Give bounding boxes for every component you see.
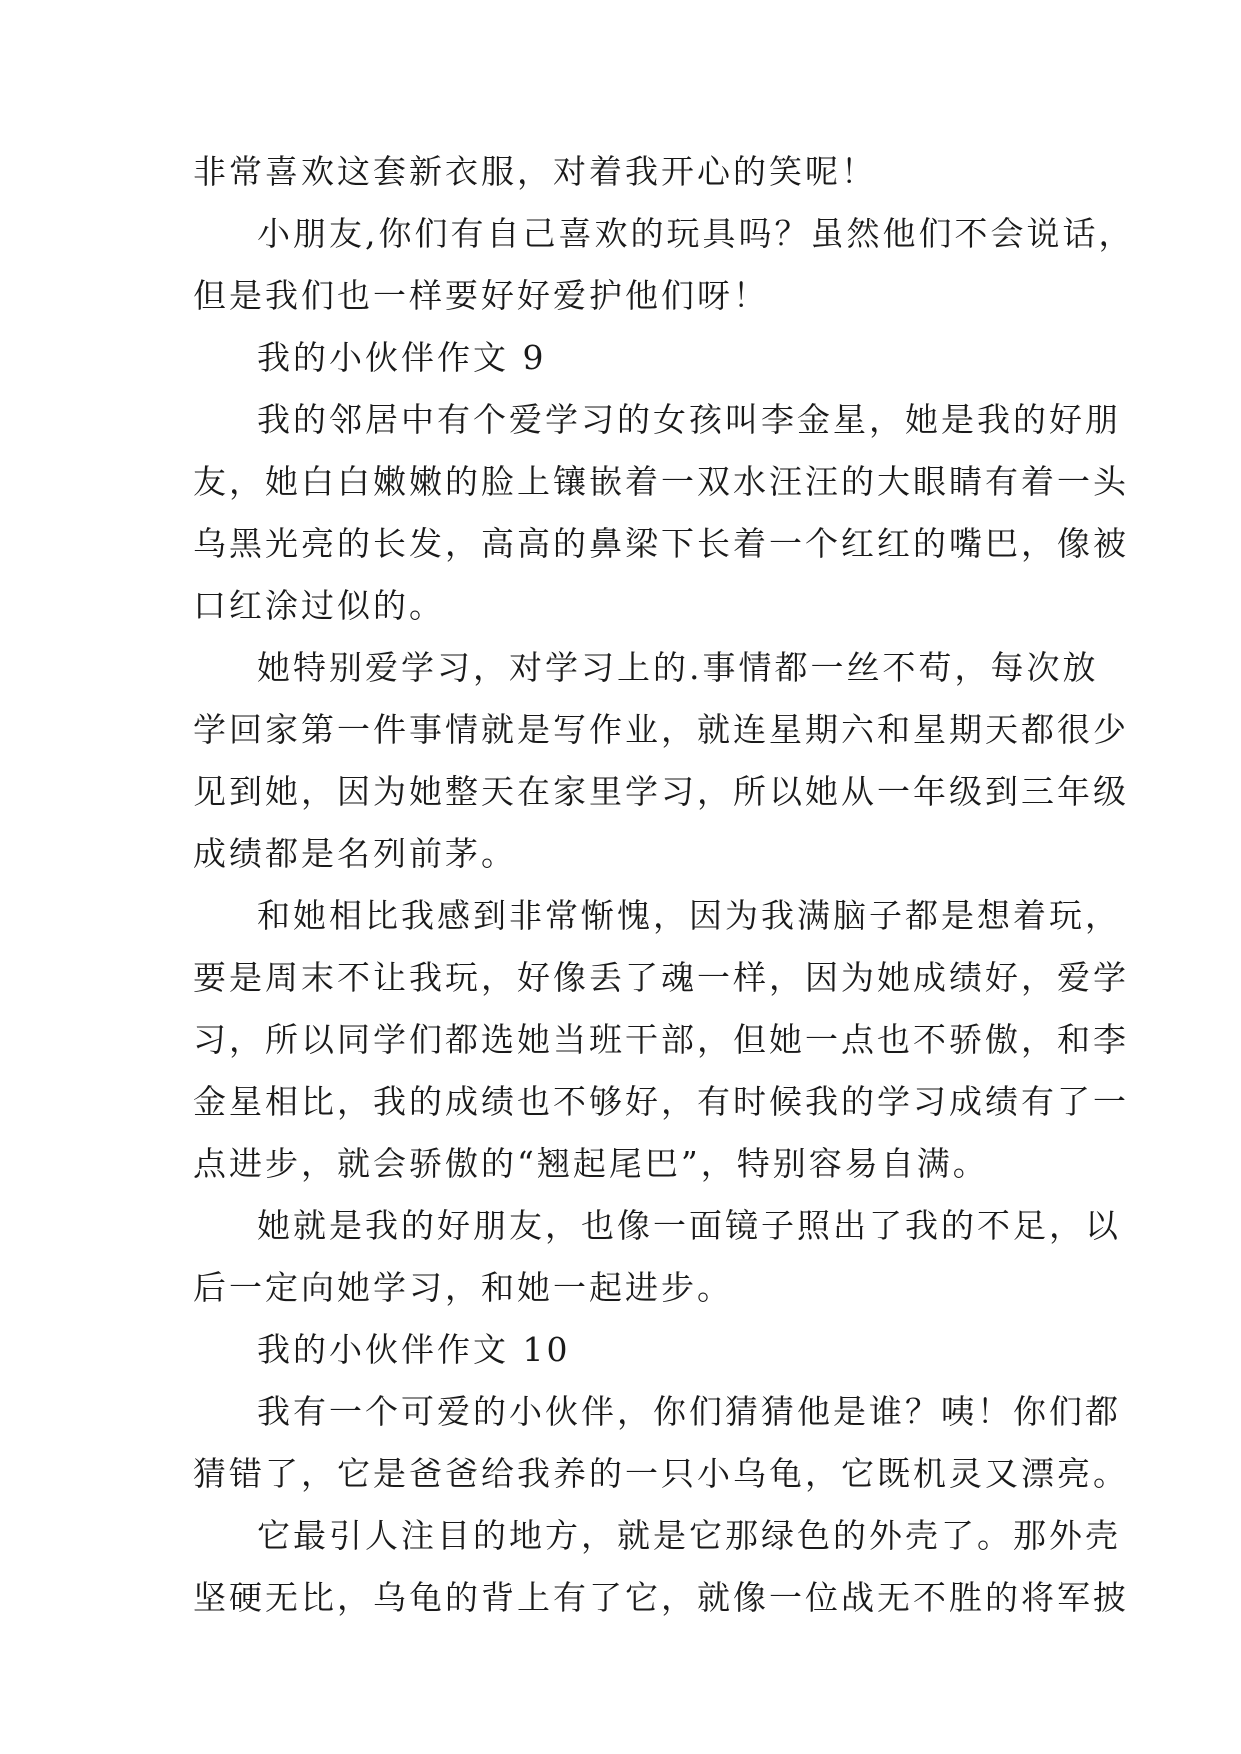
text-line: 见到她，因为她整天在家里学习，所以她从一年级到三年级 (193, 772, 1129, 811)
text-line: 习，所以同学们都选她当班干部，但她一点也不骄傲，和李 (193, 1020, 1129, 1059)
section-heading: 我的小伙伴作文 9 (257, 338, 547, 377)
text-line: 口红涂过似的。 (193, 586, 445, 625)
text-line: 要是周末不让我玩，好像丢了魂一样，因为她成绩好，爱学 (193, 958, 1129, 997)
text-line: 她特别爱学习，对学习上的.事情都一丝不苟，每次放 (257, 648, 1099, 687)
text-line: 后一定向她学习，和她一起进步。 (193, 1268, 733, 1307)
section-heading: 我的小伙伴作文 10 (257, 1330, 571, 1369)
text-line: 我有一个可爱的小伙伴，你们猜猜他是谁？咦！你们都 (257, 1392, 1121, 1431)
text-line: 和她相比我感到非常惭愧，因为我满脑子都是想着玩， (257, 896, 1121, 935)
text-line: 学回家第一件事情就是写作业，就连星期六和星期天都很少 (193, 710, 1129, 749)
text-line: 友，她白白嫩嫩的脸上镶嵌着一双水汪汪的大眼睛有着一头 (193, 462, 1129, 501)
text-line: 金星相比，我的成绩也不够好，有时候我的学习成绩有了一 (193, 1082, 1129, 1121)
text-line: 但是我们也一样要好好爱护他们呀！ (193, 276, 769, 315)
text-line: 非常喜欢这套新衣服，对着我开心的笑呢！ (193, 152, 877, 191)
text-line: 它最引人注目的地方，就是它那绿色的外壳了。那外壳 (257, 1516, 1121, 1555)
text-line: 点进步，就会骄傲的“翘起尾巴”，特别容易自满。 (193, 1144, 989, 1183)
text-line: 坚硬无比，乌龟的背上有了它，就像一位战无不胜的将军披 (193, 1578, 1129, 1617)
text-line: 我的邻居中有个爱学习的女孩叫李金星，她是我的好朋 (257, 400, 1121, 439)
text-line: 猜错了，它是爸爸给我养的一只小乌龟，它既机灵又漂亮。 (193, 1454, 1129, 1493)
text-line: 成绩都是名列前茅。 (193, 834, 517, 873)
text-line: 乌黑光亮的长发，高高的鼻梁下长着一个红红的嘴巴，像被 (193, 524, 1129, 563)
text-line: 她就是我的好朋友，也像一面镜子照出了我的不足，以 (257, 1206, 1121, 1245)
text-line: 小朋友,你们有自己喜欢的玩具吗？虽然他们不会说话， (257, 214, 1135, 253)
